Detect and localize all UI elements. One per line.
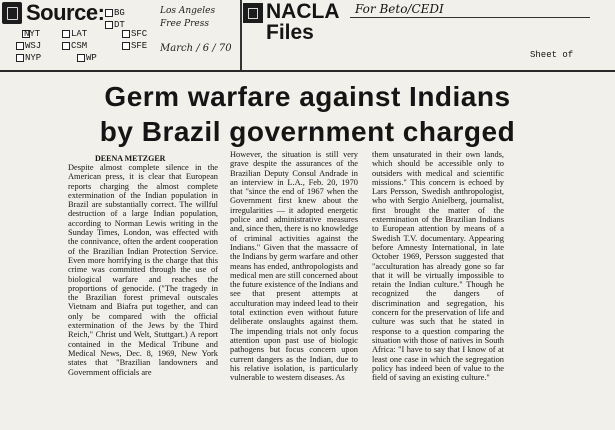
checkbox-nyp bbox=[16, 54, 24, 62]
handwritten-source-line2: Free Press bbox=[160, 19, 209, 29]
header-divider bbox=[240, 0, 242, 70]
article-column-3 bbox=[372, 150, 504, 430]
checkbox-bg bbox=[105, 9, 113, 17]
sheet-label: Sheet of bbox=[530, 50, 574, 60]
code-wsj: WSJ bbox=[25, 41, 42, 51]
checkbox-lat bbox=[62, 30, 70, 38]
files-title-line2: Files bbox=[266, 21, 314, 44]
byline: DEENA METZGER bbox=[95, 154, 166, 163]
headline-line-1: Germ warfare against Indians bbox=[104, 81, 511, 112]
article-column-2 bbox=[230, 150, 358, 430]
checkbox-dt bbox=[105, 21, 113, 29]
checkbox-sfe bbox=[122, 42, 130, 50]
source-stamp-icon bbox=[2, 2, 22, 24]
checkbox-sfc bbox=[122, 30, 130, 38]
column-3-text: them unsaturated in their own lands, which should be accessible only to outsiders with medical and scientific missions." This concern is echoed by Lars Persson, Swedish anthropologist, who with Sergio Anielberg, journalist, first brought the matter of the extermination of the Brazilian Indians to European attention by means of a Swedish T.V. documentary. Appearing before Amnesty International, in late October 1969, Persson suggested that "acculturation has already gone so far that it will be virtually impossible to retain the Indian culture." Though he recognized the dangers of discrimination and segregation, his concern for the preservation of life and culture was such that he stated in response to a question comparing the situation with those of natives in South Africa: "I have to say that I know of at least one case in which the segregation policy has indeed been of value to the field of saving an existing culture." bbox=[372, 150, 504, 383]
code-csm: CSM bbox=[71, 41, 88, 51]
checkbox-wp bbox=[77, 54, 85, 62]
checkbox-wsj bbox=[16, 42, 24, 50]
handwritten-date: March / 6 / 70 bbox=[160, 43, 232, 54]
code-sfe: SFE bbox=[131, 41, 148, 51]
column-1-text: Despite almost complete silence in the American press, it is clear that European reports charging the almost complete extermination of the Indian population in Brazil are substantially correct. The willful destruction of a large Indian population, according to Norman Lewis writing in the Sunday Times, London, was effected with the connivance, often the ardent cooperation of the Brazilian Indian Protection Service. Even more horrifying is the charge that this crime was committed through the use of biological warfare and reaches the proportions of genocide. ("The tragedy in the Brazilian forest primeval outscales Vietnam and Biafra put together, and can only be compared with the official extermination of the Jews by the Third Reich," Christ und Welt, Stuttgart.) A report contained in the Medical Tribune and Medical News, Dec. 8, 1969, New York states that "Brazilian landowners and Government officials are bbox=[68, 163, 218, 377]
for-underline bbox=[350, 17, 590, 18]
column-2-text: However, the situation is still very grave despite the assurances of the Brazilian Deputy Consul Andrade in an interview in L.A., Feb. 20, 1970 that "since the end of 1967 when the Government first knew about the irregularities — it adopted energetic police and administrative measures and, since then, there is no knowledge of criminal activities against the Indians." Given that the massacre of the Indians by germ warfare and other means has ended, anthropologists and medical men are still concerned about the future existence of the Indians and see that present attempts at acculturation may indeed lead to their total extinction even without future deliberate onslaughts against them. The impending trials not only focus attention upon past use of biologic pathogens but focus concern upon current dangers as the Indian, due to his relative isolation, is particularly vulnerable to western diseases. As bbox=[230, 150, 358, 383]
article-column-1 bbox=[68, 163, 218, 430]
handwritten-source-line1: Los Angeles bbox=[160, 6, 216, 16]
header-rule bbox=[0, 70, 615, 72]
files-title-line1: NACLA bbox=[266, 0, 340, 23]
checkbox-csm bbox=[62, 42, 70, 50]
code-wp: WP bbox=[86, 53, 97, 63]
code-sfc: SFC bbox=[131, 29, 148, 39]
code-dt: DT bbox=[114, 20, 125, 30]
code-lat: LAT bbox=[71, 29, 88, 39]
code-bg: BG bbox=[114, 8, 125, 18]
code-nyp: NYP bbox=[25, 53, 42, 63]
handwritten-for-note: For Beto/CEDI bbox=[355, 2, 444, 16]
code-nyt: NYT bbox=[24, 29, 41, 39]
source-label: Source: bbox=[26, 0, 105, 25]
headline-line-2: by Brazil government charged bbox=[99, 116, 516, 147]
